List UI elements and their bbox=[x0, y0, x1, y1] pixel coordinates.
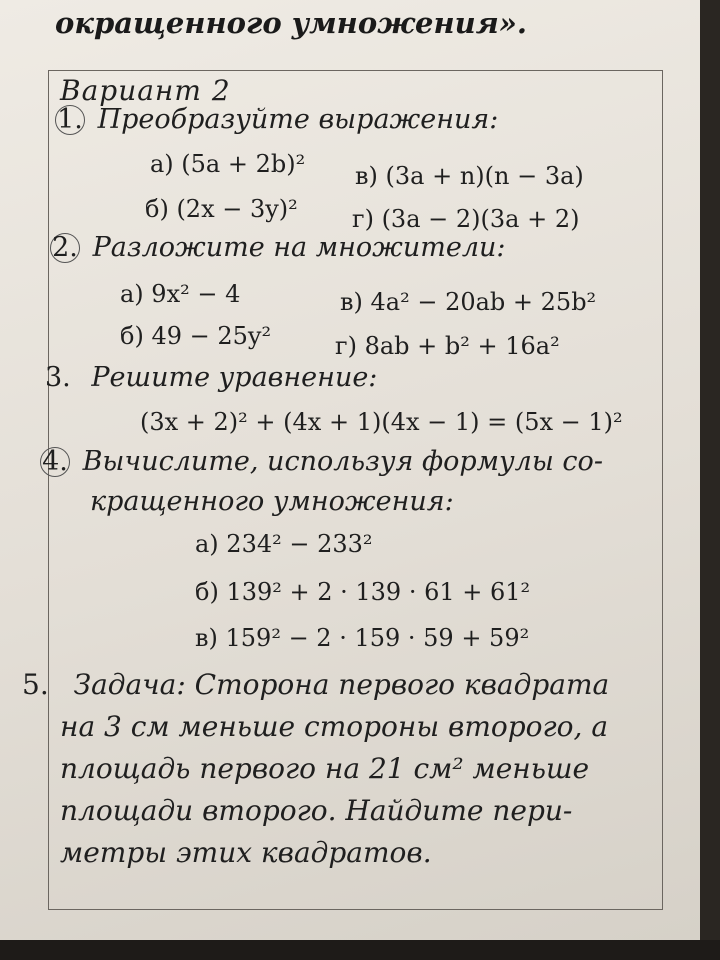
task-2-item-v: в) 4a² − 20ab + 25b² bbox=[340, 288, 597, 316]
task-5-text-line1: Задача: Сторона первого квадрата bbox=[73, 668, 610, 701]
task-5-text-line5: метры этих квадратов. bbox=[60, 836, 432, 869]
task-5-number: 5. bbox=[22, 668, 49, 701]
task-2-item-b: б) 49 − 25y² bbox=[120, 322, 272, 350]
task-5-text-line2: на 3 см меньше стороны второго, а bbox=[60, 710, 609, 743]
task-4-item-b: б) 139² + 2 · 139 · 61 + 61² bbox=[195, 578, 531, 606]
task-1-number: 1. bbox=[55, 105, 85, 135]
task-5-text-line4: площади второго. Найдите пери- bbox=[60, 794, 573, 827]
task-5-text-line3: площадь первого на 21 см² меньше bbox=[60, 752, 590, 785]
task-1-item-g: г) (3a − 2)(3a + 2) bbox=[352, 205, 580, 233]
task-2-heading bbox=[50, 232, 506, 263]
task-4-heading bbox=[40, 446, 603, 477]
task-2-item-a: а) 9x² − 4 bbox=[120, 280, 241, 308]
task-3-text: Решите уравнение: bbox=[91, 362, 378, 393]
task-1-text: Преобразуйте выражения: bbox=[97, 104, 499, 135]
task-1-item-v: в) (3a + n)(n − 3a) bbox=[355, 162, 584, 190]
task-4-item-v: в) 159² − 2 · 159 · 59 + 59² bbox=[195, 624, 530, 652]
task-2-item-g: г) 8ab + b² + 16a² bbox=[335, 332, 560, 360]
task-2-text: Разложите на множители: bbox=[92, 232, 506, 263]
task-4-item-a: а) 234² − 233² bbox=[195, 530, 373, 558]
task-1-heading bbox=[55, 104, 498, 135]
task-2-number: 2. bbox=[50, 233, 80, 263]
page-header: окращенного умножения». bbox=[55, 6, 528, 40]
task-4-number: 4. bbox=[40, 447, 70, 477]
task-1-item-a: а) (5a + 2b)² bbox=[150, 150, 306, 178]
variant-title: Вариант 2 bbox=[60, 74, 231, 107]
background-edge bbox=[0, 940, 720, 960]
task-1-item-b: б) (2x − 3y)² bbox=[145, 195, 298, 223]
task-3-number: 3. bbox=[45, 362, 71, 393]
task-5-line1 bbox=[22, 668, 609, 701]
task-4-text-line2: кращенного умножения: bbox=[90, 486, 454, 517]
task-3-equation: (3x + 2)² + (4x + 1)(4x − 1) = (5x − 1)² bbox=[140, 408, 623, 436]
task-4-text-line1: Вычислите, используя формулы со- bbox=[82, 446, 603, 477]
task-3-heading bbox=[45, 362, 377, 393]
